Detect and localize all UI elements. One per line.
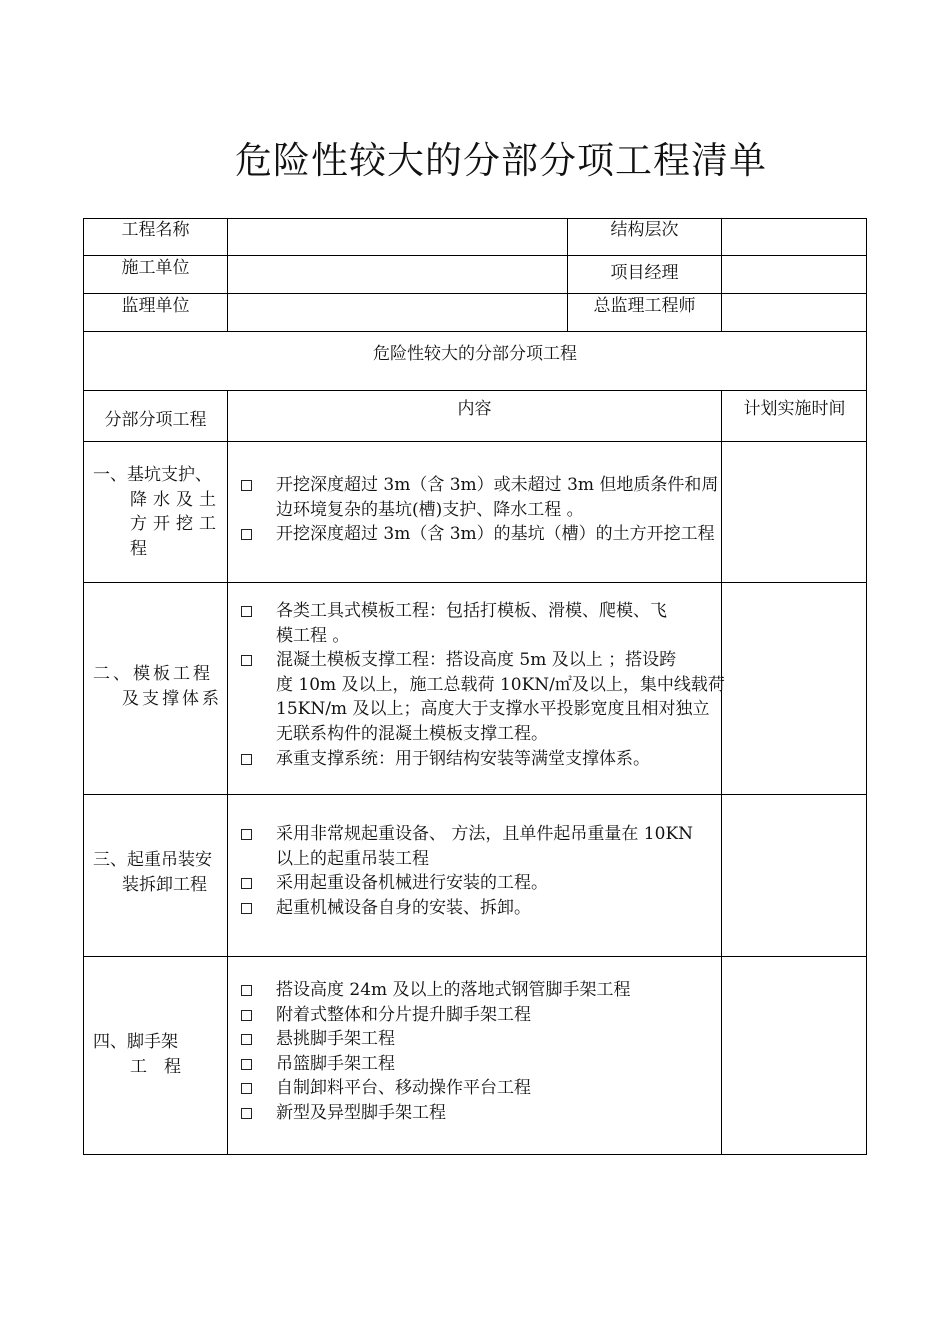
category-cell bbox=[93, 463, 223, 561]
row-divider bbox=[83, 331, 867, 332]
category-cell bbox=[93, 662, 227, 711]
row-divider bbox=[83, 390, 867, 391]
list-item bbox=[276, 747, 650, 772]
checkbox-icon[interactable] bbox=[241, 829, 252, 840]
category-column-header: 分部分项工程 bbox=[104, 410, 207, 430]
list-item bbox=[276, 822, 693, 871]
row-divider bbox=[83, 441, 867, 442]
item-line: 各类工具式模板工程：包括打模板、滑模、爬模、飞 bbox=[276, 601, 667, 621]
project-name-label: 工程名称 bbox=[121, 220, 190, 240]
item-line: 搭设高度 24m 及以上的落地式钢管脚手架工程 bbox=[276, 980, 631, 1000]
item-line: 吊篮脚手架工程 bbox=[276, 1054, 395, 1074]
checkbox-icon[interactable] bbox=[241, 1059, 252, 1070]
category-cell bbox=[93, 848, 227, 897]
list-item bbox=[276, 599, 667, 648]
column-divider bbox=[227, 390, 228, 1155]
content-column-header: 内容 bbox=[457, 399, 492, 419]
item-line: 起重机械设备自身的安装、拆卸。 bbox=[276, 898, 531, 918]
checkbox-icon[interactable] bbox=[241, 754, 252, 765]
category-text: 一、基坑支护、 bbox=[93, 465, 212, 485]
column-divider bbox=[721, 390, 722, 1155]
list-item bbox=[276, 473, 718, 522]
checkbox-icon[interactable] bbox=[241, 878, 252, 889]
checkbox-icon[interactable] bbox=[241, 655, 252, 666]
checkbox-icon[interactable] bbox=[241, 606, 252, 617]
checkbox-icon[interactable] bbox=[241, 1083, 252, 1094]
chief-supervisor-label: 总监理工程师 bbox=[593, 296, 696, 316]
section-title: 危险性较大的分部分项工程 bbox=[373, 344, 577, 364]
category-text: 工 程 bbox=[130, 1056, 181, 1077]
category-text: 装拆卸工程 bbox=[122, 874, 207, 895]
document-title: 危险性较大的分部分项工程清单 bbox=[235, 139, 767, 182]
list-item bbox=[276, 1101, 446, 1126]
checkbox-icon[interactable] bbox=[241, 529, 252, 540]
item-line: 自制卸料平台、移动操作平台工程 bbox=[276, 1078, 531, 1098]
row-divider bbox=[83, 794, 867, 795]
item-line: 采用非常规起重设备、 方法，且单件起吊重量在 10KN bbox=[276, 824, 694, 844]
category-text: 及支撑体系 bbox=[122, 688, 222, 709]
row-divider bbox=[83, 956, 867, 957]
item-line: 附着式整体和分片提升脚手架工程 bbox=[276, 1005, 531, 1025]
list-item bbox=[276, 1052, 395, 1077]
checkbox-icon[interactable] bbox=[241, 903, 252, 914]
category-text: 二、模板工程 bbox=[93, 664, 213, 684]
item-line: 开挖深度超过 3m（含 3m）或未超过 3m 但地质条件和周 bbox=[276, 475, 719, 495]
structure-levels-label: 结构层次 bbox=[610, 220, 679, 240]
checkbox-icon[interactable] bbox=[241, 1010, 252, 1021]
supervision-unit-label: 监理单位 bbox=[121, 296, 190, 316]
column-divider bbox=[721, 218, 722, 332]
checkbox-icon[interactable] bbox=[241, 480, 252, 491]
item-line: 以上的起重吊装工程 bbox=[276, 848, 429, 869]
list-item bbox=[276, 1003, 531, 1028]
item-line: 开挖深度超过 3m（含 3m）的基坑（槽）的土方开挖工程 bbox=[276, 524, 715, 544]
item-line: 承重支撑系统：用于钢结构安装等满堂支撑体系。 bbox=[276, 749, 650, 769]
item-line: 边环境复杂的基坑(槽)支护、降水工程 。 bbox=[276, 499, 584, 520]
category-text: 三、起重吊装安 bbox=[93, 850, 212, 870]
item-line: 新型及异型脚手架工程 bbox=[276, 1103, 446, 1123]
checkbox-icon[interactable] bbox=[241, 1034, 252, 1045]
checkbox-icon[interactable] bbox=[241, 1108, 252, 1119]
category-text: 程 bbox=[130, 538, 147, 559]
item-line: 无联系构件的混凝土模板支撑工程。 bbox=[276, 723, 548, 744]
item-line: 15KN/m 及以上；高度大于支撑水平投影宽度且相对独立 bbox=[276, 699, 710, 719]
construction-unit-label: 施工单位 bbox=[121, 258, 190, 278]
row-divider bbox=[83, 582, 867, 583]
schedule-column-header: 计划实施时间 bbox=[743, 399, 846, 419]
project-manager-label: 项目经理 bbox=[610, 263, 679, 283]
category-text: 降水及土 bbox=[130, 489, 222, 510]
list-item bbox=[276, 871, 548, 896]
list-item bbox=[276, 1027, 395, 1052]
list-item bbox=[276, 978, 631, 1003]
category-text: 四、脚手架 bbox=[93, 1032, 178, 1052]
table-border-bottom bbox=[83, 1154, 867, 1155]
checkbox-icon[interactable] bbox=[241, 985, 252, 996]
item-line: 模工程 。 bbox=[276, 625, 350, 646]
hazard-project-table bbox=[83, 218, 867, 1155]
category-cell bbox=[93, 1030, 227, 1079]
item-line: 度 10m 及以上，施工总载荷 10KN/㎡及以上，集中线载荷 bbox=[276, 674, 725, 695]
list-item bbox=[276, 522, 715, 547]
list-item bbox=[276, 896, 531, 921]
list-item bbox=[276, 648, 725, 746]
item-line: 混凝土模板支撑工程：搭设高度 5m 及以上 ；搭设跨 bbox=[276, 650, 677, 670]
category-text: 方开挖工 bbox=[130, 514, 222, 534]
list-item bbox=[276, 1076, 531, 1101]
item-line: 悬挑脚手架工程 bbox=[276, 1029, 395, 1049]
item-line: 采用起重设备机械进行安装的工程。 bbox=[276, 873, 548, 893]
